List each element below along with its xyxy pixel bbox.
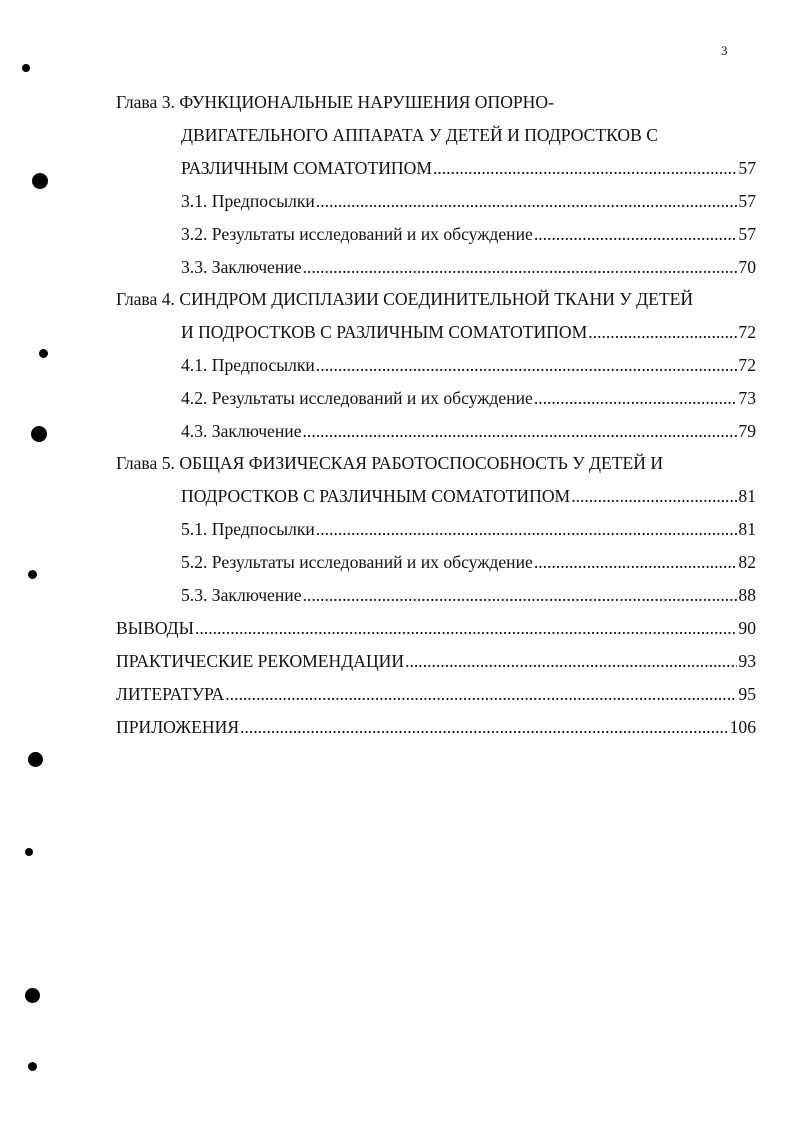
- dot-leader: [303, 256, 738, 278]
- toc-entry-title: 4.1. Предпосылки: [181, 355, 315, 375]
- toc-entry-chapter-3[interactable]: [181, 157, 756, 179]
- dot-leader: [534, 387, 738, 409]
- dot-leader: [225, 683, 737, 705]
- toc-page-number: 81: [738, 486, 756, 506]
- toc-page-number: 81: [738, 519, 756, 539]
- toc-page-number: 73: [738, 388, 756, 408]
- toc-entry-title: Глава 4. СИНДРОМ ДИСПЛАЗИИ СОЕДИНИТЕЛЬНОЙ ТКАНИ У ДЕТЕЙ: [116, 289, 694, 309]
- toc-page-number: 57: [738, 191, 756, 211]
- toc-entry-4-2[interactable]: [181, 387, 756, 409]
- toc-page-number: 70: [738, 257, 756, 277]
- toc-entry-appendices[interactable]: [116, 716, 756, 738]
- dot-leader: [534, 551, 738, 573]
- toc-page-number: 82: [738, 552, 756, 572]
- dot-leader: [571, 485, 737, 507]
- page-number: 3: [721, 43, 728, 58]
- dot-leader: [303, 584, 738, 606]
- toc-page-number: 93: [738, 651, 756, 671]
- toc-entry-5-2[interactable]: [181, 551, 756, 573]
- dot-leader: [588, 321, 737, 343]
- toc-entry-title: ДВИГАТЕЛЬНОГО АППАРАТА У ДЕТЕЙ И ПОДРОСТКОВ С: [181, 125, 659, 145]
- toc-chapter-3-heading: [116, 91, 756, 113]
- toc-chapter-4-heading: [116, 288, 756, 310]
- toc-entry-title: ПОДРОСТКОВ С РАЗЛИЧНЫМ СОМАТОТИПОМ: [181, 486, 571, 506]
- toc-chapter-5-heading: [116, 452, 756, 474]
- dot-leader: [195, 617, 737, 639]
- toc-entry-5-1[interactable]: [181, 518, 756, 540]
- toc-entry-title: И ПОДРОСТКОВ С РАЗЛИЧНЫМ СОМАТОТИПОМ: [181, 322, 588, 342]
- toc-entry-recommendations[interactable]: [116, 650, 756, 672]
- toc-entry-literature[interactable]: [116, 683, 756, 705]
- toc-entry-title: ЛИТЕРАТУРА: [116, 684, 225, 704]
- dot-leader: [316, 354, 738, 376]
- toc-chapter-3-heading-cont: [181, 124, 756, 146]
- toc-page-number: 57: [738, 224, 756, 244]
- toc-entry-title: 5.3. Заключение: [181, 585, 302, 605]
- toc-entry-title: 3.2. Результаты исследований и их обсуждение: [181, 224, 533, 244]
- toc-entry-3-2[interactable]: [181, 223, 756, 245]
- toc-entry-chapter-4[interactable]: [181, 321, 756, 343]
- toc-entry-title: Глава 5. ОБЩАЯ ФИЗИЧЕСКАЯ РАБОТОСПОСОБНОСТЬ У ДЕТЕЙ И: [116, 453, 664, 473]
- dot-leader: [433, 157, 737, 179]
- toc-page-number: 72: [738, 322, 756, 342]
- toc-entry-5-3[interactable]: [181, 584, 756, 606]
- toc-entry-title: ВЫВОДЫ: [116, 618, 194, 638]
- toc-page-number: 72: [738, 355, 756, 375]
- toc-entry-title: 4.2. Результаты исследований и их обсуждение: [181, 388, 533, 408]
- dot-leader: [316, 190, 738, 212]
- dot-leader: [303, 420, 738, 442]
- toc-page-number: 79: [738, 421, 756, 441]
- dot-leader: [240, 716, 729, 738]
- toc-entry-title: ПРИЛОЖЕНИЯ: [116, 717, 240, 737]
- toc-entry-title: 4.3. Заключение: [181, 421, 302, 441]
- toc-entry-title: РАЗЛИЧНЫМ СОМАТОТИПОМ: [181, 158, 432, 178]
- toc-page-number: 90: [738, 618, 756, 638]
- toc-entry-title: Глава 3. ФУНКЦИОНАЛЬНЫЕ НАРУШЕНИЯ ОПОРНО-: [116, 92, 554, 112]
- toc-entry-title: 5.2. Результаты исследований и их обсуждение: [181, 552, 533, 572]
- toc-entry-title: 3.1. Предпосылки: [181, 191, 315, 211]
- toc-entry-3-3[interactable]: [181, 256, 756, 278]
- dot-leader: [405, 650, 737, 672]
- toc-page-number: 88: [738, 585, 756, 605]
- toc-page-number: 57: [738, 158, 756, 178]
- toc-entry-4-1[interactable]: [181, 354, 756, 376]
- toc-entry-conclusions[interactable]: [116, 617, 756, 639]
- toc-page-number: 106: [729, 717, 756, 737]
- toc-entry-3-1[interactable]: [181, 190, 756, 212]
- toc-entry-title: ПРАКТИЧЕСКИЕ РЕКОМЕНДАЦИИ: [116, 651, 405, 671]
- toc-entry-chapter-5[interactable]: [181, 485, 756, 507]
- toc-entry-title: 5.1. Предпосылки: [181, 519, 315, 539]
- toc-page-number: 95: [738, 684, 756, 704]
- dot-leader: [316, 518, 738, 540]
- toc-entry-title: 3.3. Заключение: [181, 257, 302, 277]
- toc-entry-4-3[interactable]: [181, 420, 756, 442]
- dot-leader: [534, 223, 738, 245]
